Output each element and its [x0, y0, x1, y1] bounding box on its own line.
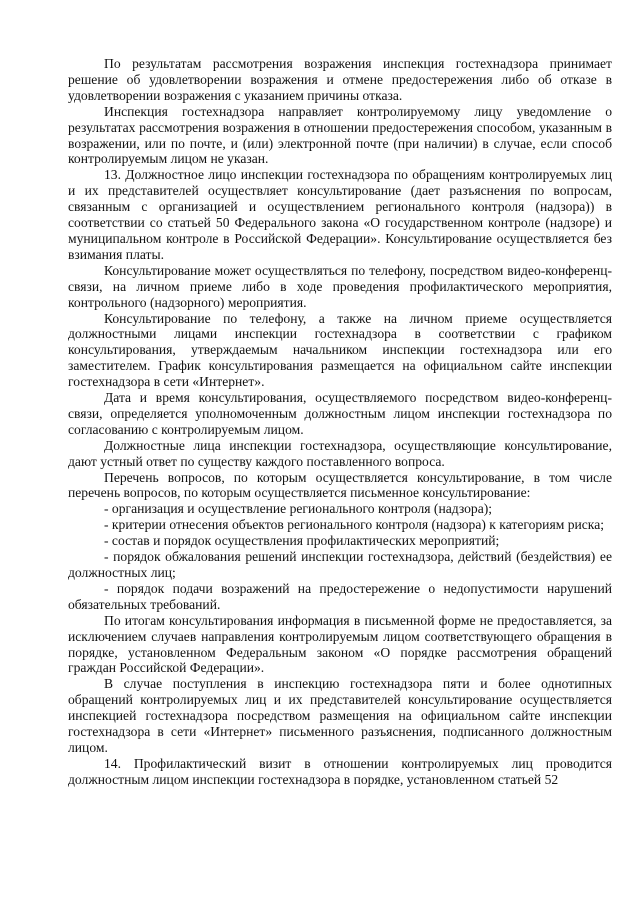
paragraph-section-14: 14. Профилактический визит в отношении контролируемых лиц проводится должностным лицом инспекции гостехнадзора в порядке, установленном статьей 52 — [68, 755, 612, 787]
paragraph: В случае поступления в инспекцию гостехнадзора пяти и более однотипных обращений контролируемых лиц и их представителей консультирование осуществляется инспекцией гостехнадзора посредством размещения на официальном сайте инспекции гостехнадзора в сети «Интернет» письменного разъяснения, подписанного должностным лицом. — [68, 676, 612, 755]
paragraph-section-13: 13. Должностное лицо инспекции гостехнадзора по обращениям контролируемых лиц и их представителей осуществляет консультирование (дает разъяснения по вопросам, связанным с организацией и осуществлением регионального контроля (надзора)) в соответствии со статьей 50 Федерального закона «О государственном контроле (надзоре) и муниципальном контроле в Российской Федерации». Консультирование осуществляется без взимания платы. — [68, 167, 612, 262]
paragraph: По результатам рассмотрения возражения инспекция гостехнадзора принимает решение об удовлетворении возражения и отмене предостережения либо об отказе в удовлетворении возражения с указанием причины отказа. — [68, 56, 612, 103]
paragraph: Перечень вопросов, по которым осуществляется консультирование, в том числе перечень вопросов, по которым осуществляется письменное консультирование: — [68, 469, 612, 501]
list-item: - порядок обжалования решений инспекции гостехнадзора, действий (бездействия) ее должностных лиц; — [68, 549, 612, 580]
paragraph: Дата и время консультирования, осуществляемого посредством видео-конференц-связи, определяется уполномоченным должностным лицом инспекции гостехнадзора по согласованию с контролируемым лицом. — [68, 390, 612, 437]
paragraph: Инспекция гостехнадзора направляет контролируемому лицу уведомление о результатах рассмотрения возражения в отношении предостережения способом, указанным в возражении, или по почте, и (или) электронной почте (при наличии) в случае, если способ контролируемым лицом не указан. — [68, 103, 612, 167]
paragraph: По итогам консультирования информация в письменной форме не предоставляется, за исключением случаев направления контролируемым лицом соответствующего обращения в порядке, установленном Федеральным законом «О порядке рассмотрения обращений граждан Российской Федерации». — [68, 612, 612, 676]
paragraph: Консультирование по телефону, а также на личном приеме осуществляется должностными лицами инспекции гостехнадзора в соответствии с графиком консультирования, утверждаемым начальником инспекции гостехнадзора или его заместителем. График консультирования размещается на официальном сайте инспекции гостехнадзора в сети «Интернет». — [68, 310, 612, 390]
list-item: - организация и осуществление регионального контроля (надзора); — [104, 501, 493, 517]
paragraph: Должностные лица инспекции гостехнадзора, осуществляющие консультирование, дают устный ответ по существу каждого поставленного вопроса. — [68, 437, 612, 469]
paragraph: Консультирование может осуществляться по телефону, посредством видео-конференц-связи, на личном приеме либо в ходе проведения профилактического мероприятия, контрольного (надзорного) мероприятия. — [68, 262, 612, 310]
list-item: - состав и порядок осуществления профилактических мероприятий; — [104, 533, 500, 549]
list-item: - порядок подачи возражений на предостережение о недопустимости нарушений обязательных требований. — [68, 580, 612, 612]
list-item: - критерии отнесения объектов регионального контроля (надзора) к категориям риска; — [104, 517, 605, 533]
